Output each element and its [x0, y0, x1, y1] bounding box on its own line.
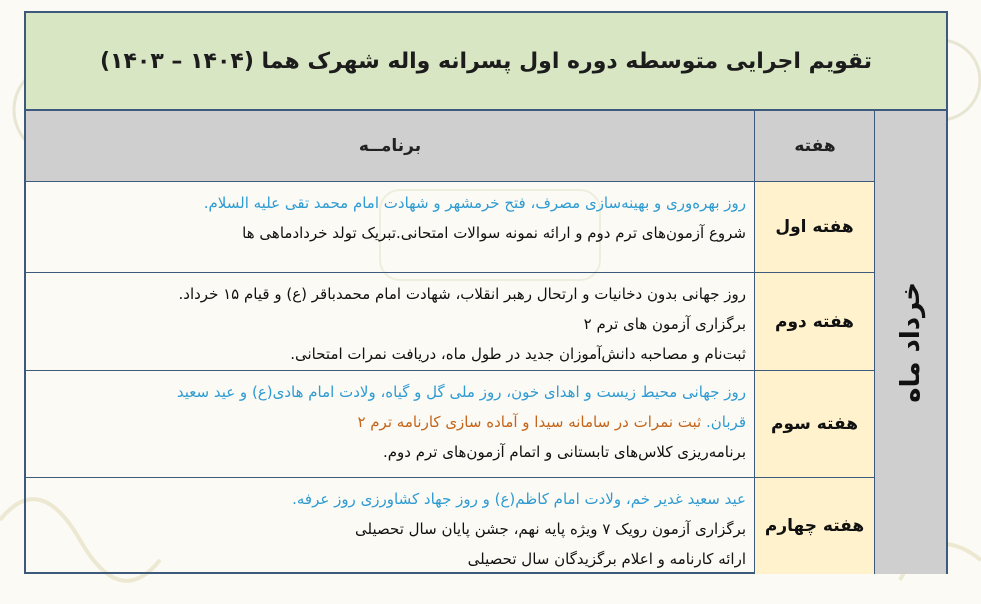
table-row-week-2	[26, 273, 874, 371]
week-2-content	[26, 273, 754, 370]
table-row-week-1	[26, 182, 874, 273]
table-row-week-3	[26, 371, 874, 478]
week-2-line-1: روز جهانی بدون دخانیات و ارتحال رهبر انقلاب، شهادت امام محمدباقر (ع) و قیام ۱۵ خرداد.	[178, 285, 746, 303]
week-2-line-3: ثبت‌نام و مصاحبه دانش‌آموزان جدید در طول ماه، دریافت نمرات امتحانی.	[290, 345, 746, 363]
week-column-header: هفته	[754, 111, 875, 181]
week-4-label: هفته چهارم	[754, 478, 874, 574]
week-3-line-1: روز جهانی محیط زیست و اهدای خون، روز ملی گل و گیاه، ولادت امام هادی(ع) و عید سعید	[176, 383, 746, 401]
calendar-table	[24, 11, 948, 574]
week-2-line-2: برگزاری آزمون های ترم ۲	[583, 315, 746, 333]
week-3-line-2-part-a: قربان.	[706, 413, 746, 431]
week-3-label: هفته سوم	[754, 371, 874, 477]
page-title: تقویم اجرایی متوسطه دوره اول پسرانه واله شهرک هما (۱۴۰۴ – ۱۴۰۳)	[99, 48, 872, 74]
month-cell	[874, 111, 946, 574]
table-row-week-4	[26, 478, 874, 574]
week-3-line-2-part-b: ثبت نمرات در سامانه سیدا و آماده سازی کارنامه ترم ۲	[357, 413, 707, 431]
week-4-line-1: عید سعید غدیر خم، ولادت امام کاظم(ع) و روز جهاد کشاورزی روز عرفه.	[292, 490, 746, 508]
week-1-content	[26, 182, 754, 272]
week-3-content	[26, 371, 754, 477]
week-4-line-3: ارائه کارنامه و اعلام برگزیدگان سال تحصیلی	[467, 550, 746, 568]
table-header	[26, 111, 874, 182]
week-1-line-1: روز بهره‌وری و بهینه‌سازی مصرف، فتح خرمشهر و شهادت امام محمد تقی علیه السلام.	[203, 194, 746, 212]
week-4-content	[26, 478, 754, 574]
week-3-line-2	[34, 407, 746, 437]
week-4-line-2: برگزاری آزمون رویک ۷ ویژه پایه نهم، جشن پایان سال تحصیلی	[355, 520, 746, 538]
week-1-label: هفته اول	[754, 182, 874, 272]
month-label: خرداد ماه	[895, 282, 926, 403]
title-bar	[26, 13, 946, 111]
week-1-line-2: شروع آزمون‌های ترم دوم و ارائه نمونه سوالات امتحانی.تبریک تولد خردادماهی ها	[242, 224, 746, 242]
program-column-header: برنامــه	[358, 136, 422, 156]
week-3-line-3: برنامه‌ریزی کلاس‌های تابستانی و اتمام آزمون‌های ترم دوم.	[382, 443, 746, 461]
week-2-label: هفته دوم	[754, 273, 874, 370]
